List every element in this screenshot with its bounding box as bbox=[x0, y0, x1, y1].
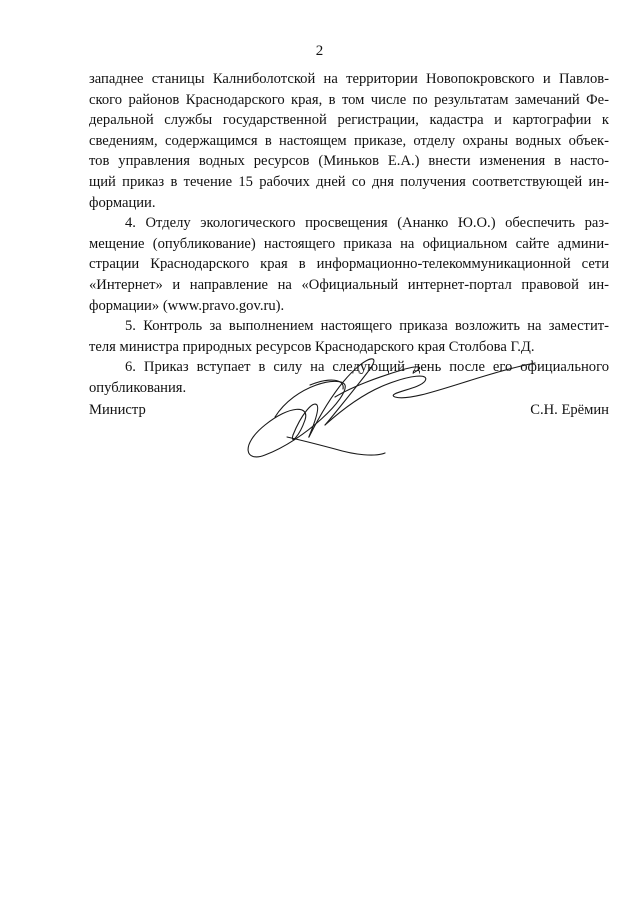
text-line: опубликования. bbox=[89, 379, 187, 396]
paragraph bbox=[89, 69, 609, 213]
text-line: сведениям, содержащимся в настоящем приказе, отделу охраны водных объек- bbox=[89, 132, 609, 149]
text-line: страции Краснодарского края в информационно-телекоммуникационной сети bbox=[89, 256, 609, 273]
page-number: 2 bbox=[315, 43, 324, 59]
text-line: тов управления водных ресурсов (Миньков Е.А.) внести изменения в насто- bbox=[89, 153, 609, 170]
text-line: ского районов Краснодарского края, в том числе по результатам замечаний Фе- bbox=[89, 91, 609, 108]
text-line: формации» (www.pravo.gov.ru). bbox=[89, 297, 285, 314]
text-line: западнее станицы Калниболотской на территории Новопокровского и Павлов- bbox=[89, 71, 609, 87]
handwritten-signature bbox=[235, 345, 540, 465]
paragraph bbox=[89, 213, 609, 316]
text-line: 6. Приказ вступает в силу на следующий день после его официального bbox=[125, 359, 609, 376]
signatory-name: С.Н. Ерёмин bbox=[530, 402, 609, 418]
text-line: 5. Контроль за выполнением настоящего приказа возложить на заместит- bbox=[125, 318, 609, 335]
text-line: «Интернет» и направление на «Официальный интернет-портал правовой ин- bbox=[89, 276, 609, 293]
text-line: мещение (опубликование) настоящего приказа на официальном сайте админи- bbox=[89, 235, 609, 252]
text-line: 4. Отделу экологического просвещения (Ананко Ю.О.) обеспечить раз- bbox=[125, 215, 609, 232]
text-line: щий приказ в течение 15 рабочих дней со дня получения соответствующей ин- bbox=[89, 173, 609, 190]
text-line: деральной службы государственной регистрации, кадастра и картографии к bbox=[89, 112, 609, 129]
text-line: формации. bbox=[89, 194, 156, 211]
signatory-title: Министр bbox=[89, 402, 146, 418]
text-line: теля министра природных ресурсов Краснодарского края Столбова Г.Д. bbox=[89, 338, 535, 355]
